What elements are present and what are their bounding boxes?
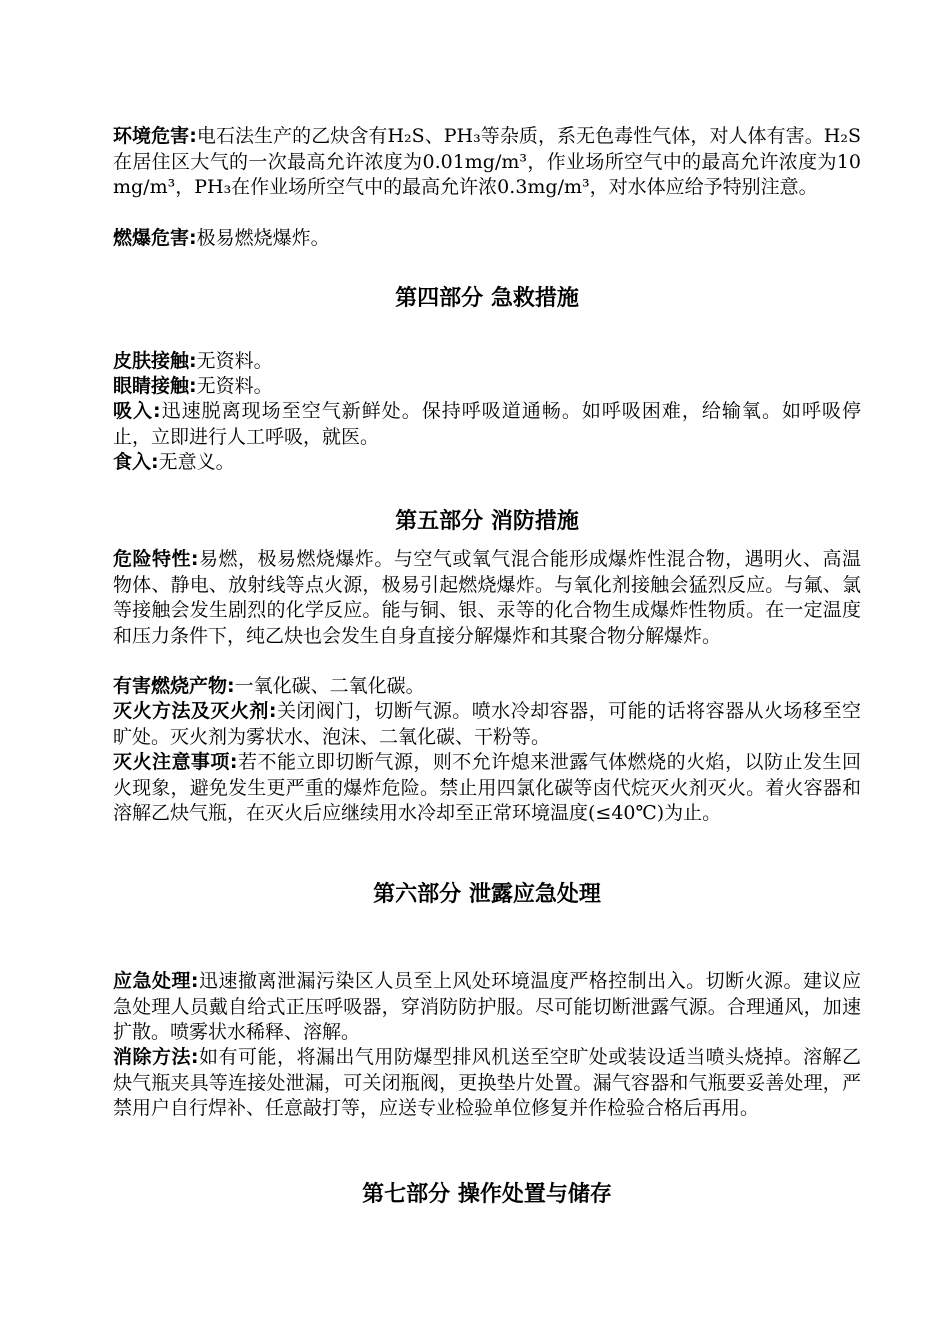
elimination-method-paragraph — [113, 1045, 861, 1122]
extinguishing-method-text: 关闭阀门，切断气源。喷水冷却容器，可能的话将容器从火场移至空旷处。灭火剂为雾状水、泡沫、二氧化碳、干粉等。 — [113, 700, 861, 748]
section6-title: 第六部分 泄露应急处理 — [373, 882, 601, 907]
eye-contact-text: 无资料。 — [196, 375, 273, 397]
firefighting-notes-text: 若不能立即切断气源，则不允许熄来泄露气体燃烧的火焰，以防止发生回火现象，避免发生更严重的爆炸危险。禁止用四氯化碳等卤代烷灭火剂灭火。着火容器和溶解乙炔气瓶，在灭火后应继续用水冷却至正常环境温度(≤40℃)为止。 — [113, 751, 861, 824]
extinguishing-method-label: 灭火方法及灭火剂: — [113, 700, 277, 722]
firefighting-notes-label: 灭火注意事项: — [113, 751, 238, 773]
inhalation-paragraph — [113, 399, 861, 450]
hazard-characteristics-label: 危险特性: — [113, 548, 199, 570]
extinguishing-method-paragraph — [113, 699, 861, 750]
combustion-products-paragraph — [113, 674, 861, 700]
skin-contact-text: 无资料。 — [196, 350, 273, 372]
inhalation-label: 吸入: — [113, 400, 161, 422]
skin-contact-label: 皮肤接触: — [113, 350, 197, 372]
emergency-response-paragraph — [113, 969, 861, 1046]
section5-title: 第五部分 消防措施 — [395, 509, 579, 534]
ingestion-paragraph — [113, 450, 861, 476]
hazard-characteristics-paragraph — [113, 547, 861, 649]
env-hazard-paragraph — [113, 124, 861, 201]
explosion-hazard-text: 极易燃烧爆炸。 — [196, 227, 330, 249]
emergency-response-text: 迅速撤离泄漏污染区人员至上风处环境温度严格控制出入。切断火源。建议应急处理人员戴自给式正压呼吸器，穿消防防护服。尽可能切断泄露气源。合理通风，加速扩散。喷雾状水稀释、溶解。 — [113, 970, 861, 1043]
section4-title: 第四部分 急救措施 — [395, 286, 579, 311]
ingestion-label: 食入: — [113, 451, 159, 473]
emergency-response-label: 应急处理: — [113, 970, 199, 992]
firefighting-notes-paragraph — [113, 750, 861, 827]
hazard-characteristics-text: 易燃，极易燃烧爆炸。与空气或氧气混合能形成爆炸性混合物，遇明火、高温物体、静电、放射线等点火源，极易引起燃烧爆炸。与氧化剂接触会猛烈反应。与氟、氯等接触会发生剧烈的化学反应。能与铜、银、汞等的化合物生成爆炸性物质。在一定温度和压力条件下，纯乙炔也会发生自身直接分解爆炸和其聚合物分解爆炸。 — [113, 548, 861, 647]
explosion-hazard-label: 燃爆危害: — [113, 227, 197, 249]
combustion-products-text: 一氧化碳、二氧化碳。 — [234, 675, 425, 697]
elimination-method-label: 消除方法: — [113, 1046, 199, 1068]
eye-contact-paragraph — [113, 374, 861, 400]
elimination-method-text: 如有可能，将漏出气用防爆型排风机送至空旷处或装设适当喷头烧掉。溶解乙炔气瓶夹具等连接处泄漏，可关闭瓶阀，更换垫片处置。漏气容器和气瓶要妥善处理，严禁用户自行焊补、任意敲打等，应送专业检验单位修复并作检验合格后再用。 — [113, 1046, 861, 1119]
combustion-products-label: 有害燃烧产物: — [113, 675, 235, 697]
eye-contact-label: 眼睛接触: — [113, 375, 197, 397]
env-hazard-label: 环境危害: — [113, 125, 197, 147]
inhalation-text: 迅速脱离现场至空气新鲜处。保持呼吸道通畅。如呼吸困难，给输氧。如呼吸停止，立即进行人工呼吸，就医。 — [113, 400, 861, 448]
skin-contact-paragraph — [113, 349, 861, 375]
section7-title: 第七部分 操作处置与储存 — [362, 1182, 612, 1207]
env-hazard-text: 电石法生产的乙炔含有H₂S、PH₃等杂质，系无色毒性气体，对人体有害。H₂S在居住区大气的一次最高允许浓度为0.01mg/m³，作业场所空气中的最高允许浓度为10mg/m³，PH₃在作业场所空气中的最高允许浓0.3mg/m³，对水体应给予特别注意。 — [113, 125, 861, 198]
ingestion-text: 无意义。 — [158, 451, 235, 473]
explosion-hazard-paragraph — [113, 226, 861, 252]
